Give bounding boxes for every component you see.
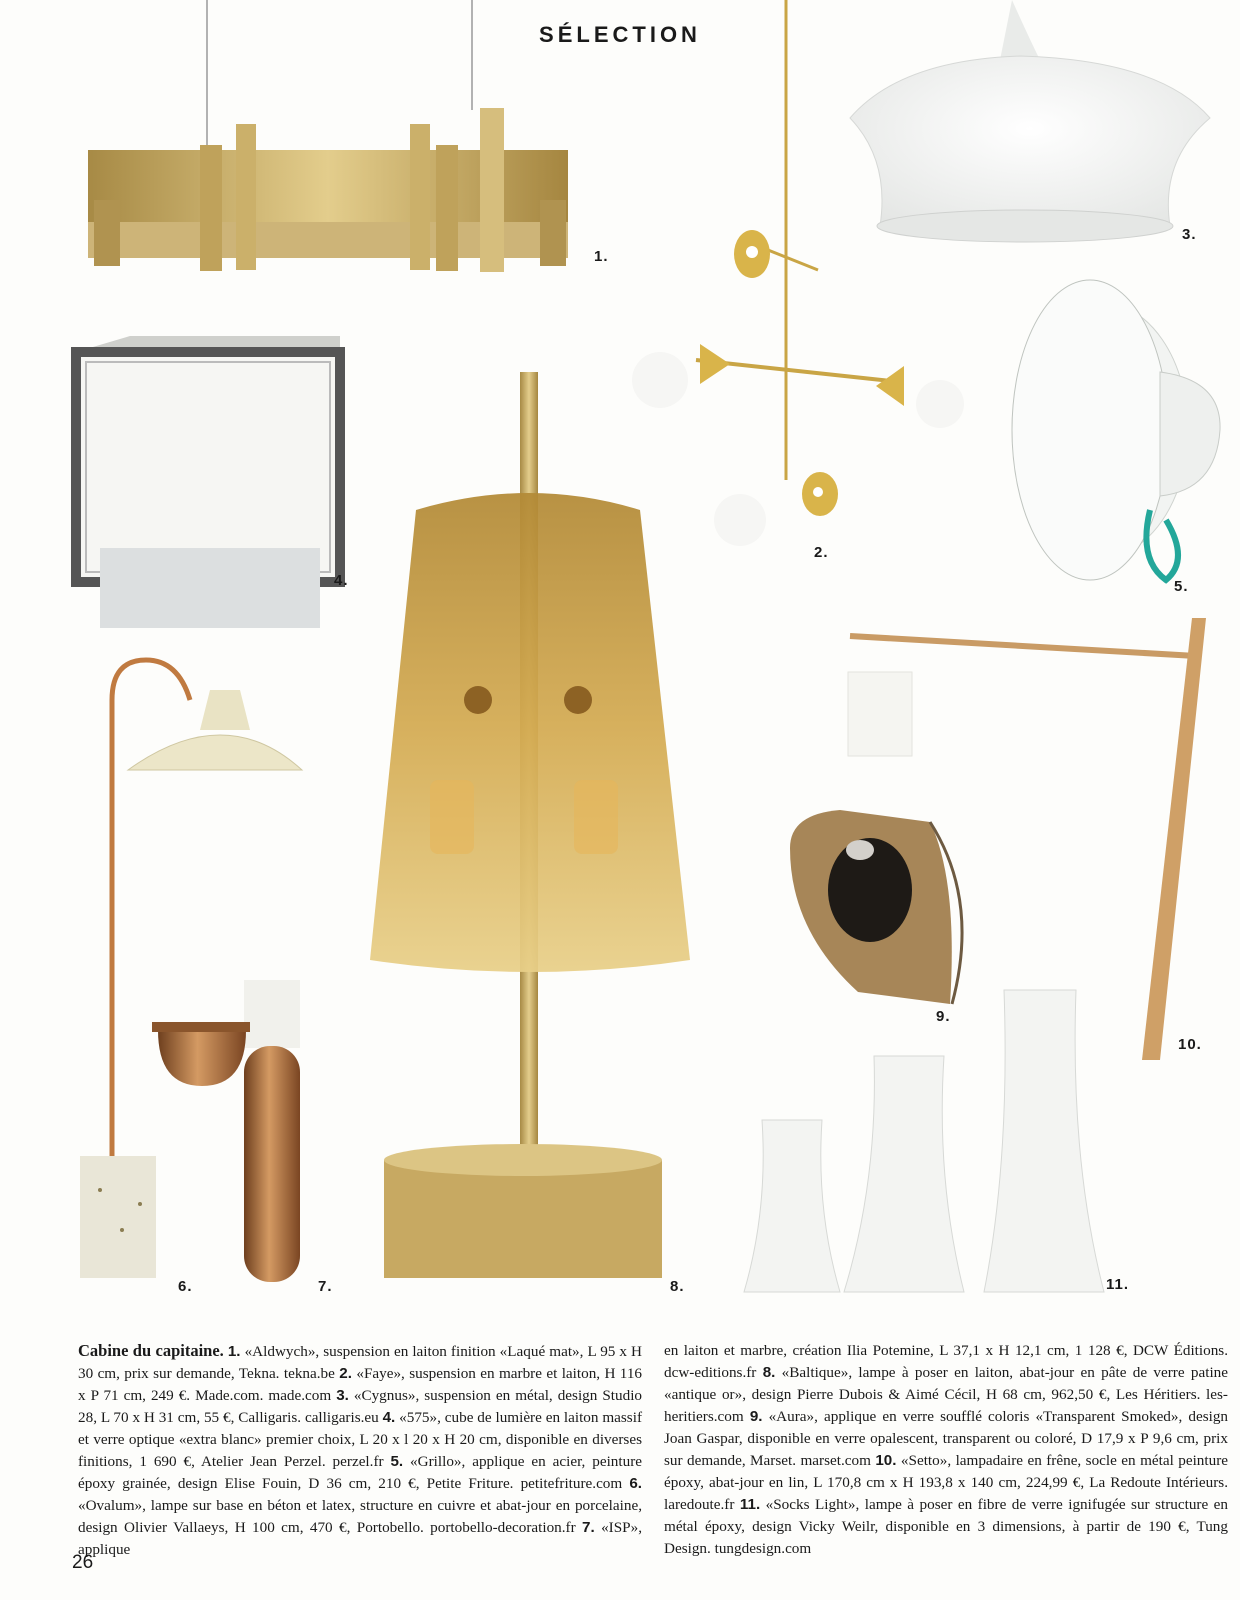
item-number-2: 2. [814, 544, 829, 561]
product-1-aldwych-pendant [88, 0, 568, 272]
item-number-7: 7. [318, 1278, 333, 1295]
caption-entry: 3. «Cygnus», suspension en métal, design Studio 28, L 70 x H 31 cm, 55 €, Calligaris. calligaris.eu [78, 1387, 643, 1426]
product-8-baltique-table-lamp [370, 372, 690, 1278]
caption-entry: 5. «Grillo», applique en acier, peinture époxy grainée, design Elise Fouin, D 36 cm, 210 €, Petite Friture. petitefriture.com [78, 1453, 642, 1492]
caption-entry: 10. «Setto», lampadaire en frêne, socle en métal peinture époxy, abat-jour en lin, L 170,8 cm x H 193,8 x 140 cm, 224,99 €, La Redoute Intérieurs. laredoute.fr [664, 1452, 1229, 1513]
item-number-11: 11. [1106, 1276, 1130, 1293]
caption-entry: 1. «Aldwych», suspension en laiton finition «Laqué mat», L 95 x H 30 cm, prix sur demande, Tekna. tekna.be [78, 1343, 643, 1382]
caption-lead: Cabine du capitaine. [78, 1341, 224, 1360]
item-number-4: 4. [334, 572, 349, 589]
caption-entry: 11. «Socks Light», lampe à poser en fibre de verre ignifugée sur structure en métal époxy, design Vicky Weilr, disponible en 3 dimensions, à partir de 190 €, Tung Design. tungdesign.com [664, 1496, 1229, 1557]
item-number-9: 9. [936, 1008, 951, 1025]
item-number-5: 5. [1174, 578, 1189, 595]
caption-entry: en laiton et marbre, création Ilia Potemine, L 37,1 x H 12,1 cm, 1 128 €, DCW Éditions. dcw-editions.fr [664, 1342, 1228, 1381]
item-number-8: 8. [670, 1278, 685, 1295]
item-number-3: 3. [1182, 226, 1197, 243]
caption-entry: 4. «575», cube de lumière en laiton massif et verre optique «extra blanc» premier choix, L 20 x l 20 x H 20 cm, disponible en diverses finitions, 1 690 €, Atelier Jean Perzel. perzel.fr [78, 1409, 642, 1470]
product-4-575-cube [76, 336, 340, 628]
item-number-1: 1. [594, 248, 609, 265]
caption-entry: 2. «Faye», suspension en marbre et laiton, H 116 x P 71 cm, 249 €. Made.com. made.com [78, 1365, 643, 1404]
item-number-6: 6. [178, 1278, 193, 1295]
product-3-cygnus-pendant [850, 0, 1210, 242]
page-number: 26 [72, 1552, 94, 1573]
caption-entry: 8. «Baltique», lampe à poser en laiton, abat-jour en pâte de verre patine «antique or», design Pierre Dubois & Aimé Cécil, H 68 cm, 962,50 €, Les Héritiers. les-heritiers.com [664, 1364, 1229, 1425]
product-9-aura-wall-light [790, 810, 962, 1004]
caption-entry: 7. «ISP», applique [78, 1519, 643, 1558]
caption-column-2 [664, 1340, 1228, 1560]
product-7-isp-wall-light [152, 980, 300, 1282]
section-title: SÉLECTION [539, 22, 701, 47]
product-5-grillo-wall-light [1012, 280, 1220, 580]
caption-entry: 9. «Aura», applique en verre soufflé coloris «Transparent Smoked», design Joan Gaspar, disponible en verre opalescent, transparent ou coloré, D 17,9 x P 9,6 cm, prix sur demande, Marset. marset.com [664, 1408, 1229, 1469]
product-11-socks-light-lamps [744, 990, 1104, 1292]
item-number-10: 10. [1178, 1036, 1202, 1053]
caption-entry: 6. «Ovalum», lampe sur base en béton et latex, structure en cuivre et abat-jour en porcelaine, design Olivier Vallaeys, H 100 cm, 470 €, Portobello. portobello-decoration.fr [78, 1475, 643, 1536]
caption-column-1 [78, 1340, 642, 1561]
